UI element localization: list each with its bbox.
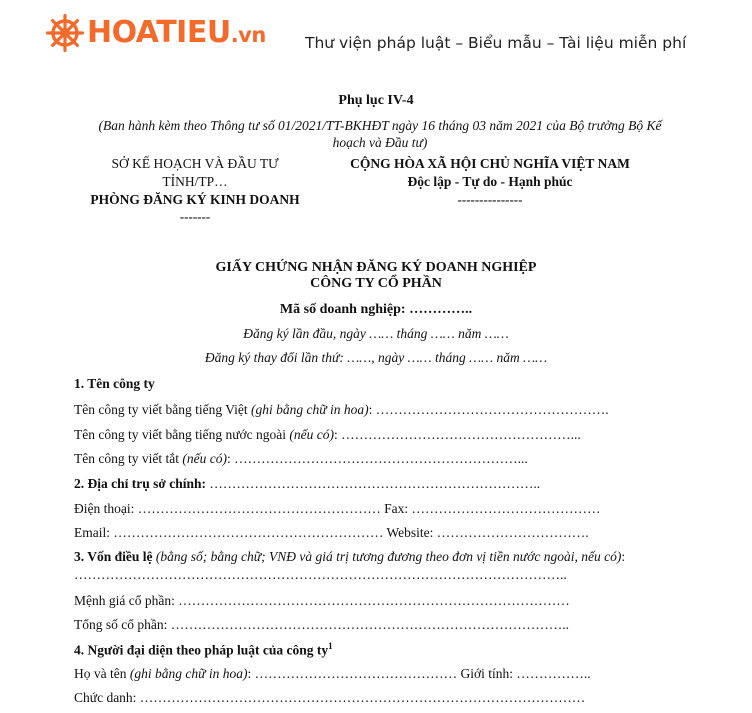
company-name-vn-field: Tên công ty viết bằng tiếng Việt (ghi bằng chữ in hoa): ……………………………………………. bbox=[74, 402, 609, 417]
phone-fax-field: Điện thoại: ……………………………………………… Fax: …………………………………… bbox=[74, 501, 601, 516]
first-registration-date: Đăng ký lần đầu, ngày …… tháng …… năm …… bbox=[243, 326, 509, 341]
site-tagline: Thư viện pháp luật – Biểu mẫu – Tài liệu miễn phí bbox=[305, 34, 687, 52]
brand-logo-text: HOATIEU.vn bbox=[87, 15, 266, 50]
total-shares-field: Tổng số cổ phần: …………………………………………………………………………….. bbox=[74, 617, 569, 632]
left-header-divider: ------- bbox=[179, 209, 211, 224]
representative-position-field: Chức danh: ……………………………………………………………………………………… bbox=[74, 690, 586, 705]
left-header-line1: SỞ KẾ HOẠCH VÀ ĐẦU TƯ bbox=[111, 156, 279, 171]
brand-logo[interactable] bbox=[46, 14, 266, 52]
email-website-field: Email: …………………………………………………… Website: ……………………………. bbox=[74, 525, 589, 540]
appendix-label: Phụ lục IV-4 bbox=[338, 93, 414, 108]
left-header-line2: TỈNH/TP… bbox=[162, 174, 228, 189]
representative-name-field: Họ và tên (ghi bằng chữ in hoa): ……………………………………… Giới tính: …………….. bbox=[74, 666, 591, 681]
issued-by-line1: (Ban hành kèm theo Thông tư số 01/2021/TT-BKHĐT ngày 16 tháng 03 năm 2021 của Bộ trưởng Bộ Kế bbox=[98, 118, 662, 133]
issued-by-line2: hoạch và Đầu tư) bbox=[332, 135, 428, 150]
site-header bbox=[0, 0, 752, 84]
share-par-value-field: Mệnh giá cổ phần: …………………………………………………………………………… bbox=[74, 593, 570, 608]
ship-wheel-icon bbox=[46, 14, 84, 52]
right-header-divider: --------------- bbox=[457, 192, 523, 207]
change-registration-date: Đăng ký thay đổi lần thứ: ……, ngày …… tháng …… năm …… bbox=[204, 350, 548, 365]
company-name-short-field: Tên công ty viết tắt (nếu có): ………………………………………………………... bbox=[74, 451, 528, 466]
right-header-line1: CỘNG HÒA XÃ HỘI CHỦ NGHĨA VIỆT NAM bbox=[350, 156, 630, 171]
enterprise-code: Mã số doanh nghiệp: ………….. bbox=[279, 302, 473, 317]
charter-capital-field: ……………………………………………………………………………………………….. bbox=[74, 567, 567, 582]
company-type-title: CÔNG TY CỔ PHẦN bbox=[310, 276, 442, 291]
section-2-title: 2. Địa chỉ trụ sở chính: ……………………………………………………………….. bbox=[74, 476, 541, 491]
company-name-foreign-field: Tên công ty viết bằng tiếng nước ngoài (nếu có): ……………………………………………... bbox=[74, 427, 581, 442]
section-1-title: 1. Tên công ty bbox=[74, 376, 155, 391]
left-header-line3: PHÒNG ĐĂNG KÝ KINH DOANH bbox=[90, 192, 300, 207]
right-header-line2: Độc lập - Tự do - Hạnh phúc bbox=[407, 174, 573, 189]
certificate-title: GIẤY CHỨNG NHẬN ĐĂNG KÝ DOANH NGHIỆP bbox=[215, 260, 537, 275]
section-4-title: 4. Người đại diện theo pháp luật của công $ty^1$ bbox=[74, 641, 333, 658]
section-3-title: 3. Vốn điều lệ (bằng số; bằng chữ; VNĐ và giá trị tương đương theo đơn vị tiền nước ngoài, nếu có): bbox=[74, 549, 626, 564]
